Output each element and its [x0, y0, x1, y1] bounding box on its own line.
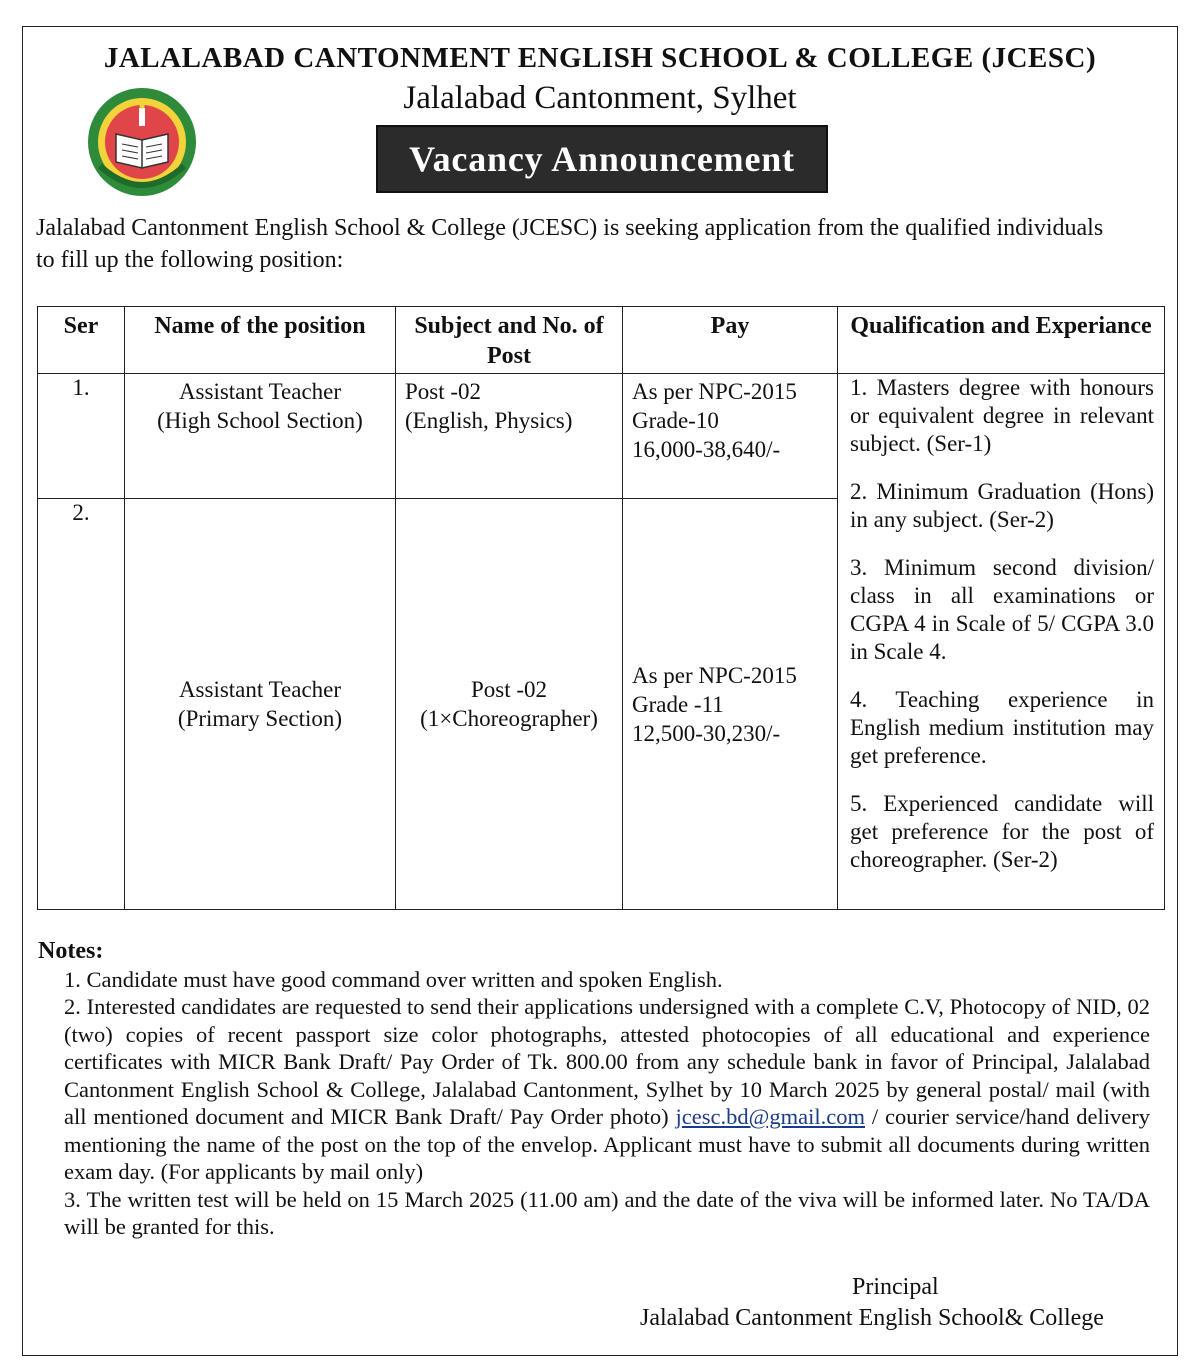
- row-ser: 2.: [38, 499, 125, 910]
- qualification-item: 5. Experienced candidate will get preference for the post of choreographer. (Ser-2): [850, 791, 1154, 872]
- row-position-name: [125, 374, 396, 499]
- note-text: 2. Interested candidates are requested to send their applications undersigned with a complete C.V, Photocopy of NID, 02 (two) copies of recent passport size color photographs, attested photocopies of all educational and experience certificates with MICR Bank Draft/ Pay Order of Tk. 800.00 from any schedule bank in favor of Principal, Jalalabad Cantonment English School & College, Jalalabad Cantonment, Sylhet by 10 March 2025 by general postal/ mail (with all mentioned document and MICR Bank Draft/ Pay Order photo): [64, 994, 1150, 1129]
- qualification-item: 4. Teaching experience in English medium institution may get preference.: [850, 687, 1154, 768]
- note-item: 1. Candidate must have good command over written and spoken English.: [64, 966, 723, 992]
- note-item: 3. The written test will be held on 15 March 2025 (11.00 am) and the date of the viva will be informed later. No TA/DA will be granted for this.: [64, 1186, 1150, 1239]
- announcement-banner: Vacancy Announcement: [376, 125, 828, 193]
- vacancy-table: [37, 306, 1165, 910]
- row-pay: [623, 374, 838, 499]
- pay-grade: Grade -11: [632, 691, 724, 717]
- position-title: Assistant Teacher: [178, 379, 342, 404]
- header-qualification: Qualification and Experiance: [838, 307, 1165, 374]
- header-subject: Subject and No. of Post: [396, 307, 623, 374]
- row-subject: [396, 499, 623, 910]
- pay-range: 12,500-30,230/-: [632, 720, 781, 746]
- notes-title: Notes:: [38, 938, 104, 964]
- qualification-item: 2. Minimum Graduation (Hons) in any subject. (Ser-2): [850, 479, 1154, 532]
- qualification-cell: [838, 374, 1165, 910]
- row-ser: 1.: [38, 374, 125, 499]
- row-position-name: [125, 499, 396, 910]
- table-row: [38, 374, 1165, 499]
- header-ser: Ser: [38, 307, 125, 374]
- pay-scale: As per NPC-2015: [632, 662, 797, 688]
- note-text: / courier service/hand delivery mentioning the name of the post on the top of the envelop. Applicant must have to submit all documents during written exam day. (For applicants by mail only): [64, 1104, 1151, 1184]
- school-name: JALALABAD CANTONMENT ENGLISH SCHOOL & COLLEGE (JCESC): [103, 42, 1097, 74]
- position-section: (High School Section): [157, 408, 363, 433]
- pay-grade: Grade-10: [632, 408, 719, 433]
- post-subjects: (English, Physics): [405, 408, 573, 433]
- pay-scale: As per NPC-2015: [632, 379, 797, 404]
- qualification-item: 3. Minimum second division/ class in all examinations or CGPA 4 in Scale of 5/ CGPA 3.0 in Scale 4.: [850, 555, 1154, 664]
- header-position-name: Name of the position: [125, 307, 396, 374]
- table-header-row: [38, 307, 1165, 374]
- post-subjects: (1×Choreographer): [420, 706, 598, 731]
- position-section: (Primary Section): [177, 706, 343, 731]
- notes-section: [38, 938, 1150, 1241]
- email-link[interactable]: jcesc.bd@gmail.com: [675, 1104, 865, 1129]
- header-pay: Pay: [623, 307, 838, 374]
- row-pay: [623, 499, 838, 910]
- pay-range: 16,000-38,640/-: [632, 437, 781, 462]
- school-location: Jalalabad Cantonment, Sylhet: [403, 80, 797, 116]
- position-title: Assistant Teacher: [178, 677, 342, 702]
- post-count: Post -02: [405, 379, 482, 404]
- note-item: [64, 993, 1150, 1186]
- signatory-institution: Jalalabad Cantonment English School& College: [640, 1305, 1104, 1331]
- row-subject: [396, 374, 623, 499]
- qualification-item: 1. Masters degree with honours or equivalent degree in relevant subject. (Ser-1): [850, 375, 1154, 456]
- post-count: Post -02: [470, 677, 548, 702]
- signature-block: [640, 1272, 1160, 1334]
- signatory-role: Principal: [852, 1274, 939, 1300]
- intro-paragraph: Jalalabad Cantonment English School & College (JCESC) is seeking application from the qualified individuals to fill up the following position:: [36, 215, 1104, 273]
